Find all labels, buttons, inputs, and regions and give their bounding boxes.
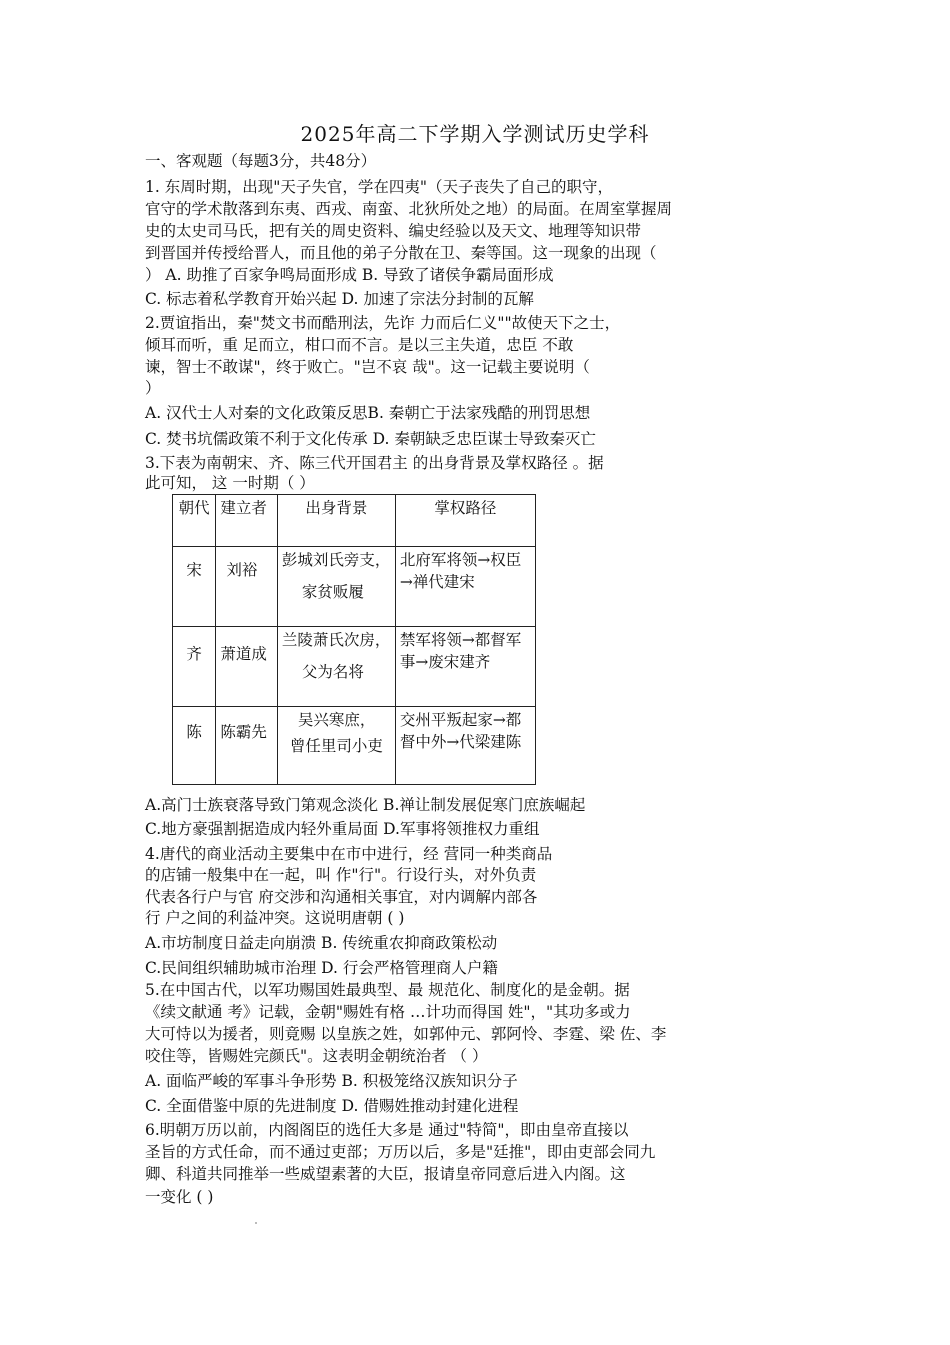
table-header-cell: 建立者 bbox=[216, 495, 278, 547]
q6-line: 卿、科道共同推举一些威望素著的大臣，报请皇帝同意后进入内阁。这 bbox=[145, 1165, 626, 1183]
q1-line: 1. 东周时期，出现"天子失官，学在四夷"（天子丧失了自己的职守， bbox=[145, 178, 613, 196]
q4-line: 的店铺一般集中在一起，叫 作"行"。行设行头，对外负责 bbox=[145, 866, 537, 884]
q1-option-line: C. 标志着私学教育开始兴起 D. 加速了宗法分封制的瓦解 bbox=[145, 290, 534, 308]
dynasty-table bbox=[172, 494, 536, 785]
q5-option-line: C. 全面借鉴中原的先进制度 D. 借赐姓推动封建化进程 bbox=[145, 1097, 519, 1115]
background-cell bbox=[277, 627, 395, 707]
q2-line: 2.贾谊指出，秦"焚文书而酷刑法，先诈 力而后仁义""故使天下之士， bbox=[145, 314, 621, 332]
path-cell: 北府军将领→权臣 →禅代建宋 bbox=[395, 547, 535, 627]
background-text: 吴兴寒庶， bbox=[297, 711, 376, 729]
q2-option-line: A. 汉代士人对秦的文化政策反思B. 秦朝亡于法家残酷的刑罚思想 bbox=[145, 404, 591, 422]
section-heading: 一、客观题（每题3分，共48分） bbox=[145, 152, 377, 170]
background-text: 父为名将 bbox=[301, 663, 364, 681]
table-row bbox=[173, 547, 536, 627]
table-header-row bbox=[173, 495, 536, 547]
q2-option-line: C. 焚书坑儒政策不利于文化传承 D. 秦朝缺乏忠臣谋士导致秦灭亡 bbox=[145, 430, 596, 448]
dynasty-cell: 齐 bbox=[173, 627, 216, 707]
q4-line: 行 户之间的利益冲突。这说明唐朝 ( ) bbox=[145, 909, 405, 927]
q2-line: 倾耳而听，重 足而立，柑口而不言。是以三主失道，忠臣 不敢 bbox=[145, 336, 574, 354]
founder-cell: 刘裕 bbox=[216, 547, 278, 627]
q5-option-line: A. 面临严峻的军事斗争形势 B. 积极笼络汉族知识分子 bbox=[145, 1072, 518, 1090]
background-cell bbox=[277, 707, 395, 785]
q1-line: 官守的学术散落到东夷、西戎、南蛮、北狄所处之地）的局面。在周室掌握周 bbox=[145, 200, 673, 218]
table-row bbox=[173, 707, 536, 785]
path-cell: 禁军将领→都督军 事→废宋建齐 bbox=[395, 627, 535, 707]
q4-option-line: C.民间组织辅助城市治理 D. 行会严格管理商人户籍 bbox=[145, 959, 498, 977]
q3-line: 3.下表为南朝宋、齐、陈三代开国君主 的出身背景及掌权路径 。据 bbox=[145, 454, 604, 472]
q5-line: 大可恃以为援者，则竟赐 以皇族之姓，如郭仲元、郭阿怜、李霆、梁 佐、李 bbox=[145, 1025, 667, 1043]
q5-line: 5.在中国古代，以军功赐国姓最典型、最 规范化、制度化的是金朝。据 bbox=[145, 981, 630, 999]
dynasty-cell: 宋 bbox=[173, 547, 216, 627]
q3-line: 此可知， 这 一时期（ ） bbox=[145, 474, 315, 492]
q3-option-line: C.地方豪强割据造成内轻外重局面 D.军事将领推权力重组 bbox=[145, 820, 540, 838]
q6-line: 一变化 ( ) bbox=[145, 1188, 214, 1206]
q5-line: 《续文献通 考》记载，金朝"赐姓有格 …计功而得国 姓"，"其功多或力 bbox=[145, 1003, 631, 1021]
stray-mark bbox=[255, 1222, 257, 1224]
q2-line: 谏，智士不敢谋"，终于败亡。"岂不哀 哉"。这一记载主要说明（ bbox=[145, 358, 590, 376]
q6-line: 圣旨的方式任命，而不通过吏部；万历以后，多是"廷推"，即由吏部会同九 bbox=[145, 1143, 656, 1161]
background-text: 曾任里司小吏 bbox=[289, 737, 383, 755]
q4-line: 代表各行户与官 府交涉和沟通相关事宜，对内调解内部各 bbox=[145, 888, 538, 906]
founder-cell: 萧道成 bbox=[216, 627, 278, 707]
path-cell: 交州平叛起家→都 督中外→代梁建陈 bbox=[395, 707, 535, 785]
table-header-cell: 出身背景 bbox=[277, 495, 395, 547]
table-header-cell: 朝代 bbox=[173, 495, 216, 547]
dynasty-cell: 陈 bbox=[173, 707, 216, 785]
exam-title: 2025年高二下学期入学测试历史学科 bbox=[300, 122, 650, 146]
q1-line: 到晋国并传授给晋人，而且他的弟子分散在卫、秦等国。这一现象的出现（ bbox=[145, 244, 657, 262]
q1-line: 史的太史司马氏，把有关的周史资料、编史经验以及天文、地理等知识带 bbox=[145, 222, 642, 240]
table-header-cell: 掌权路径 bbox=[395, 495, 535, 547]
table-row bbox=[173, 627, 536, 707]
background-text: 彭城刘氏旁支， bbox=[281, 551, 391, 569]
q5-line: 咬住等，皆赐姓完颜氏"。这表明金朝统治者 （ ） bbox=[145, 1047, 488, 1065]
q6-line: 6.明朝万历以前，内阁阁臣的选任大多是 通过"特简"，即由皇帝直接以 bbox=[145, 1121, 629, 1139]
q4-option-line: A.市坊制度日益走向崩溃 B. 传统重农抑商政策松动 bbox=[145, 934, 498, 952]
q2-line: ） bbox=[145, 379, 161, 397]
founder-cell: 陈霸先 bbox=[216, 707, 278, 785]
q3-option-line: A.高门士族衰落导致门第观念淡化 B.禅让制发展促寒门庶族崛起 bbox=[145, 796, 586, 814]
background-text: 家贫贩履 bbox=[301, 583, 364, 601]
q4-line: 4.唐代的商业活动主要集中在市中进行，经 营同一种类商品 bbox=[145, 845, 553, 863]
background-cell bbox=[277, 547, 395, 627]
background-text: 兰陵萧氏次房， bbox=[281, 631, 391, 649]
q1-option-line: ） A. 助推了百家争鸣局面形成 B. 导致了诸侯争霸局面形成 bbox=[145, 266, 554, 284]
